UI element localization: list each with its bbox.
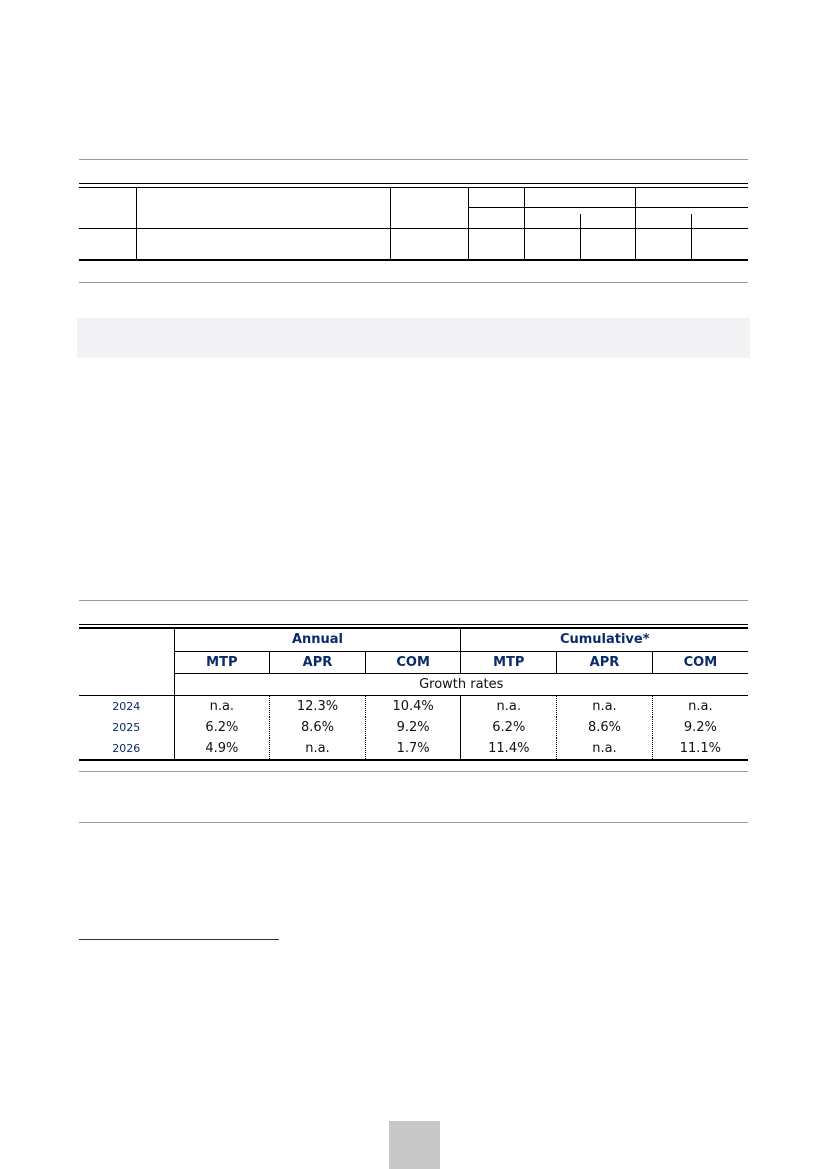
upper-table-header-bottom: [79, 228, 748, 229]
table2-source-rule: [79, 771, 748, 772]
cell-value: 12.3%: [270, 695, 366, 717]
upper-table-top-rule: [79, 159, 748, 160]
cell-value: 10.4%: [365, 695, 461, 717]
upper-table-col-line-4: [524, 187, 525, 260]
group-cumulative: Cumulative*: [461, 628, 748, 651]
table2-top-line: [79, 624, 748, 625]
cell-value: n.a.: [270, 738, 366, 760]
cell-value: n.a.: [557, 695, 653, 717]
cell-value: 8.6%: [557, 717, 653, 738]
upper-table-header-top-2: [79, 187, 748, 188]
cell-value: 6.2%: [461, 717, 557, 738]
subheader-annual-com: COM: [365, 651, 461, 673]
upper-table-subheader-line: [468, 207, 748, 208]
table-group-header-row: [79, 628, 748, 651]
upper-table-col-line-7: [691, 214, 692, 260]
row-year: 2025: [112, 720, 141, 734]
cell-value: 1.7%: [365, 738, 461, 760]
subheader-annual-apr: APR: [270, 651, 366, 673]
upper-table-col-line-3: [468, 187, 469, 260]
empty-corner: [79, 628, 174, 651]
footnote-separator: [79, 939, 279, 940]
group-annual: Annual: [174, 628, 461, 651]
shaded-box: [77, 318, 750, 358]
table2-top-rule: [79, 600, 748, 601]
upper-table-col-line-6: [635, 187, 636, 260]
row-year: 2024: [79, 695, 174, 717]
row-year: 2026: [79, 738, 174, 760]
empty-cell: [79, 651, 174, 673]
subheader-cumulative-mtp: MTP: [461, 651, 557, 673]
upper-table-header-top: [79, 183, 748, 184]
cell-value: n.a.: [461, 695, 557, 717]
cell-value: 8.6%: [270, 717, 366, 738]
subheader-cumulative-com: COM: [652, 651, 748, 673]
cell-value: n.a.: [557, 738, 653, 760]
cell-value: 6.2%: [174, 717, 270, 738]
cell-value: n.a.: [652, 695, 748, 717]
table-row: [79, 695, 748, 717]
cell-value: 4.9%: [174, 738, 270, 760]
table-row: [79, 738, 748, 760]
page-number-box: [389, 1121, 440, 1169]
upper-table-col-line-5: [580, 214, 581, 260]
table-unit-row: [79, 673, 748, 695]
growth-table: [79, 627, 748, 761]
cell-value: 9.2%: [652, 717, 748, 738]
table-subheader-row: [79, 651, 748, 673]
upper-table-bottom: [79, 259, 748, 261]
upper-table-source-rule: [79, 282, 748, 283]
upper-table-col-line-2: [390, 187, 391, 260]
subheader-annual-mtp: MTP: [174, 651, 270, 673]
cell-value: 9.2%: [365, 717, 461, 738]
section-rule: [79, 822, 748, 823]
cell-value: 11.4%: [461, 738, 557, 760]
unit-label: Growth rates: [174, 673, 748, 695]
table-row: [79, 717, 748, 738]
cell-value: 11.1%: [652, 738, 748, 760]
empty-cell: [79, 673, 174, 695]
subheader-cumulative-apr: APR: [557, 651, 653, 673]
upper-table-col-line-1: [136, 187, 137, 260]
cell-value: n.a.: [174, 695, 270, 717]
